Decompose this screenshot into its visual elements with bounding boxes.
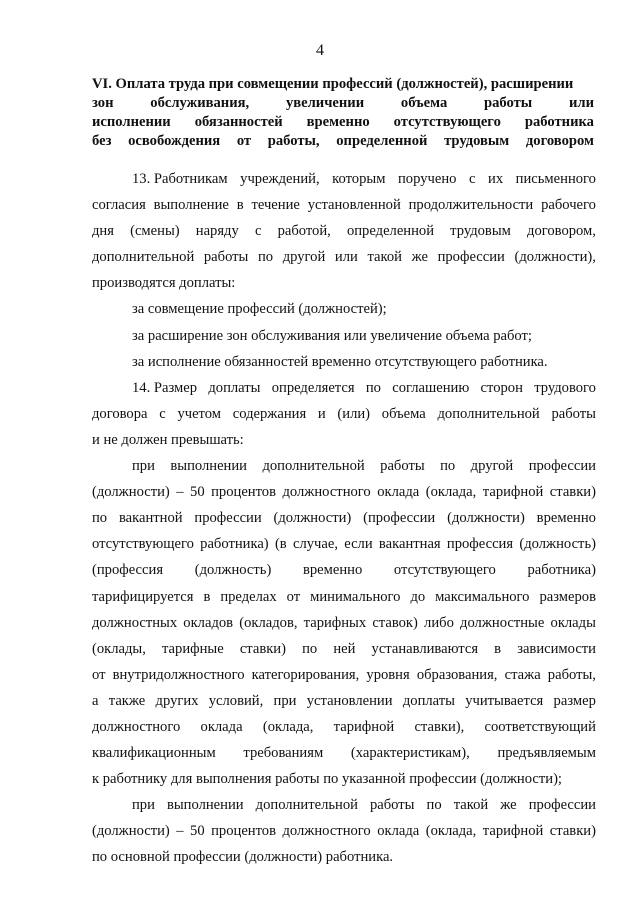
word: дополнительной xyxy=(262,458,365,475)
word: при xyxy=(132,458,155,475)
word: при xyxy=(273,692,297,709)
word: за расширение зон обслуживания или увеличение объема работ; xyxy=(132,327,532,344)
text-line xyxy=(92,505,596,531)
text-line xyxy=(92,740,596,766)
text-line xyxy=(92,557,596,583)
word: с xyxy=(159,405,166,422)
word: выполнение xyxy=(153,197,229,214)
word: по основной профессии (должности) работника. xyxy=(92,849,394,866)
word: процентов xyxy=(211,484,276,501)
paragraph xyxy=(92,349,596,375)
heading-word: VI. Оплата труда при совмещении профессий (должностей), расширении xyxy=(92,76,574,92)
word: выполнении xyxy=(166,797,244,814)
text-line xyxy=(92,166,596,192)
word: от xyxy=(286,588,301,605)
text-line xyxy=(92,714,596,740)
word: продолжительности xyxy=(408,197,534,214)
word: содержания xyxy=(232,405,307,422)
word: от xyxy=(92,666,106,683)
text-line xyxy=(92,244,596,270)
word: оклада xyxy=(377,484,420,501)
word: тарифные xyxy=(162,640,224,657)
word: работника) xyxy=(527,562,596,579)
word: процентов xyxy=(211,823,276,840)
word: должностные xyxy=(460,614,545,631)
word: если xyxy=(344,536,373,553)
text-line xyxy=(92,218,596,244)
word: по xyxy=(440,458,456,475)
word: дополнительной xyxy=(255,797,358,814)
word: работника) xyxy=(200,536,269,553)
word: договора xyxy=(92,405,148,422)
heading-word: увеличении xyxy=(285,95,365,111)
word: работы xyxy=(380,458,425,475)
word: категорирования, xyxy=(251,666,360,683)
word: (должность) xyxy=(194,562,272,579)
text-line xyxy=(92,610,596,636)
word: (в xyxy=(274,536,287,553)
text-line xyxy=(92,818,596,844)
word: (оклада, xyxy=(262,718,314,735)
word: работы xyxy=(551,405,596,422)
heading-word: или xyxy=(568,95,594,111)
word: ставки) xyxy=(549,484,596,501)
word: рабочего xyxy=(541,197,596,214)
word: окладов xyxy=(183,614,234,631)
word: а xyxy=(92,692,99,709)
word: (должность) xyxy=(519,536,596,553)
heading-word: зон xyxy=(92,95,114,111)
word: тарифных xyxy=(303,614,367,631)
word: учетом xyxy=(177,405,221,422)
word: по xyxy=(92,510,108,527)
word: (оклады, xyxy=(92,640,146,657)
word: тарифной xyxy=(482,484,544,501)
paragraph xyxy=(92,453,596,792)
word: и не должен превышать: xyxy=(92,431,244,448)
heading-line xyxy=(92,113,594,132)
text-line xyxy=(92,192,596,218)
heading-word: трудовым xyxy=(444,133,510,149)
word: согласия xyxy=(92,197,146,214)
word: с xyxy=(254,223,262,240)
word: вакантной xyxy=(118,510,183,527)
word: устанавливаются xyxy=(371,640,479,657)
word: оклада xyxy=(200,718,243,735)
paragraph xyxy=(92,296,596,322)
text-line xyxy=(92,401,596,427)
word: квалификационным xyxy=(92,745,216,762)
word: размеров xyxy=(539,588,596,605)
word: же xyxy=(411,249,428,266)
text-line xyxy=(92,531,596,557)
word: дополнительной xyxy=(92,249,195,266)
word: учитывается xyxy=(465,692,544,709)
page-number: 4 xyxy=(316,42,324,59)
word: 50 xyxy=(190,484,205,501)
word: такой xyxy=(367,249,402,266)
word: должностного xyxy=(92,718,181,735)
word: (должности) xyxy=(92,484,170,501)
word: оклады xyxy=(550,614,596,631)
word: отсутствующего xyxy=(393,562,496,579)
paragraph xyxy=(92,375,596,453)
word: (должности) xyxy=(447,510,525,527)
document-body xyxy=(92,166,596,871)
word: трудового xyxy=(534,379,596,396)
word: ставок) xyxy=(372,614,418,631)
word: также xyxy=(108,692,146,709)
word: учреждений, xyxy=(240,171,320,187)
word: 13. Работникам xyxy=(132,171,228,187)
word: профессии xyxy=(437,249,505,266)
word: требованиям xyxy=(243,745,324,762)
word: определенной xyxy=(346,223,435,240)
word: сторон xyxy=(480,379,523,396)
word: стажа xyxy=(504,666,541,683)
text-line xyxy=(92,766,596,792)
word: минимального xyxy=(310,588,401,605)
word: вакантная xyxy=(378,536,441,553)
heading-word: работы, xyxy=(267,133,320,149)
word: предъявляемым xyxy=(497,745,596,762)
word: тарифной xyxy=(482,823,544,840)
heading-word: освобождения xyxy=(128,133,221,149)
word: (должности) xyxy=(273,510,352,527)
text-line xyxy=(92,636,596,662)
heading-line xyxy=(92,75,594,94)
heading-line xyxy=(92,132,594,151)
word: до xyxy=(410,588,426,605)
word: максимального xyxy=(435,588,530,605)
word: уровня xyxy=(366,666,410,683)
word: (должности) xyxy=(92,823,170,840)
word: (или) xyxy=(337,405,371,422)
word: работой, xyxy=(277,223,331,240)
word: поручено xyxy=(398,171,457,187)
word: дня xyxy=(92,223,114,240)
word: выполнении xyxy=(170,458,247,475)
word: образования, xyxy=(416,666,498,683)
heading-word: объема xyxy=(400,95,448,111)
word: размер xyxy=(553,692,596,709)
section-heading xyxy=(92,75,594,151)
text-line xyxy=(92,688,596,714)
word: тарифицируется xyxy=(92,588,194,605)
word: ставки), xyxy=(414,718,465,735)
word: определяется xyxy=(271,379,355,396)
word: или xyxy=(334,249,358,266)
word: с xyxy=(468,171,476,187)
word: профессии xyxy=(194,510,262,527)
word: (оклада, xyxy=(425,823,477,840)
word: профессия xyxy=(446,536,514,553)
word: доплаты xyxy=(402,692,455,709)
word: в xyxy=(203,588,211,605)
word: ней xyxy=(333,640,356,657)
heading-word: отсутствующего xyxy=(393,114,501,130)
paragraph xyxy=(92,792,596,870)
word: течение xyxy=(251,197,300,214)
word: установлении xyxy=(306,692,393,709)
text-line xyxy=(92,427,596,453)
word: при xyxy=(132,797,155,814)
text-line xyxy=(92,584,596,610)
word: за совмещение профессий (должностей); xyxy=(132,301,387,318)
text-line xyxy=(92,349,596,375)
word: по xyxy=(426,797,442,814)
paragraph xyxy=(92,323,596,349)
word: дополнительной xyxy=(437,405,540,422)
word: письменного xyxy=(515,171,596,187)
word: профессии xyxy=(528,458,596,475)
word: внутридолжностного xyxy=(112,666,245,683)
word: наряду xyxy=(195,223,239,240)
word: (профессии xyxy=(363,510,436,527)
heading-word: без xyxy=(92,133,112,149)
text-line xyxy=(92,453,596,479)
word: условий, xyxy=(208,692,264,709)
text-line xyxy=(92,296,596,322)
heading-line xyxy=(92,94,594,113)
word: производятся доплаты: xyxy=(92,275,236,292)
word: – xyxy=(176,484,184,501)
word: профессии xyxy=(528,797,596,814)
word: объема xyxy=(381,405,426,422)
word: другой xyxy=(470,458,514,475)
word: соглашению xyxy=(392,379,470,396)
word: договором, xyxy=(527,223,596,240)
word: работы xyxy=(203,249,249,266)
word: такой xyxy=(453,797,489,814)
word: (должности), xyxy=(514,249,596,266)
word: оклада xyxy=(377,823,420,840)
word: (характеристикам), xyxy=(350,745,470,762)
heading-word: обслуживания, xyxy=(150,95,250,111)
word: их xyxy=(488,171,504,187)
text-line xyxy=(92,323,596,349)
heading-word: договором xyxy=(525,133,594,149)
heading-word: работы xyxy=(484,95,533,111)
word: (профессия xyxy=(92,562,164,579)
word: установленной xyxy=(307,197,401,214)
word: по xyxy=(302,640,318,657)
word: тарифной xyxy=(333,718,395,735)
word: трудовым xyxy=(450,223,511,240)
word: другой xyxy=(282,249,326,266)
word: работы xyxy=(369,797,415,814)
heading-word: определенной xyxy=(336,133,428,149)
word: зависимости xyxy=(517,640,596,657)
word: ставки) xyxy=(239,640,286,657)
heading-word: от xyxy=(236,133,252,149)
text-line xyxy=(92,270,596,296)
heading-word: временно xyxy=(306,114,370,130)
paragraph xyxy=(92,166,596,296)
word: случае, xyxy=(292,536,338,553)
word: либо xyxy=(424,614,454,631)
word: должностного xyxy=(282,823,371,840)
text-line xyxy=(92,662,596,688)
word: доплаты xyxy=(208,379,261,396)
word: (смены) xyxy=(130,223,180,240)
text-line xyxy=(92,479,596,505)
word: должностного xyxy=(282,484,371,501)
word: и xyxy=(317,405,326,422)
word: пределах xyxy=(220,588,277,605)
word: ставки) xyxy=(549,823,596,840)
heading-word: исполнении xyxy=(92,114,171,130)
word: отсутствующего xyxy=(92,536,194,553)
word: (оклада, xyxy=(425,484,477,501)
word: по xyxy=(258,249,274,266)
word: (окладов, xyxy=(239,614,298,631)
heading-word: работника xyxy=(524,114,594,130)
text-line xyxy=(92,375,596,401)
word: 14. Размер xyxy=(132,379,198,396)
word: соответствующий xyxy=(484,718,596,735)
word: 50 xyxy=(190,823,205,840)
word: к работнику для выполнения работы по указанной профессии (должности); xyxy=(92,771,562,788)
word: в xyxy=(236,197,244,214)
word: временно xyxy=(536,510,596,527)
word: в xyxy=(494,640,502,657)
heading-word: обязанностей xyxy=(194,114,283,130)
word: – xyxy=(176,823,184,840)
word: должностных xyxy=(92,614,178,631)
word: работы, xyxy=(547,666,596,683)
word: по xyxy=(365,379,381,396)
word: временно xyxy=(302,562,363,579)
word: же xyxy=(500,797,517,814)
word: за исполнение обязанностей временно отсутствующего работника. xyxy=(132,353,548,370)
word: других xyxy=(155,692,199,709)
text-line xyxy=(92,792,596,818)
text-line xyxy=(92,844,596,870)
word: которым xyxy=(332,171,386,187)
